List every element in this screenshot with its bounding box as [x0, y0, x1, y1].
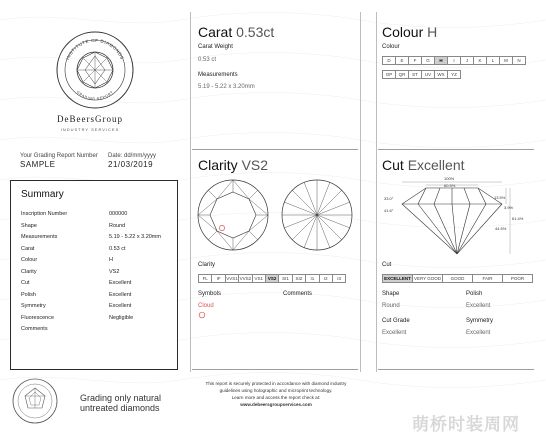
summary-row-label: Colour — [21, 257, 38, 263]
scale-cell: M — [499, 56, 513, 65]
summary-row-label: Symmetry — [21, 303, 46, 309]
cut-heading — [382, 157, 465, 173]
seal-top-text: INSTITUTE OF DIAMONDS — [65, 37, 125, 61]
summary-row-label: Inscription Number — [21, 211, 68, 217]
scale-cell: D — [382, 56, 396, 65]
symbol-value: Cloud — [198, 303, 214, 309]
scale-cell: K — [473, 56, 487, 65]
footer-line1: This report is securely protected in accordance with diamond industry — [205, 381, 347, 386]
report-number — [20, 153, 98, 169]
clarity-scale — [198, 274, 345, 283]
tagline-line2: untreated diamonds — [80, 403, 160, 413]
summary-row-label: Clarity — [21, 268, 37, 275]
carat-weight-label: Carat Weight — [198, 44, 233, 50]
proportion-pavilion-angle: 41.6° — [384, 208, 394, 213]
summary-row-label: Comments — [21, 326, 48, 332]
symmetry-value: Excellent — [466, 330, 491, 336]
scale-cell: G — [421, 56, 435, 65]
summary-row-label: Shape — [21, 222, 37, 229]
summary-row-label: Carat — [21, 245, 35, 252]
scale-cell: FL — [198, 274, 212, 283]
cut-grade-label: Cut Grade — [382, 318, 410, 324]
scale-cell: I3 — [332, 274, 346, 283]
scale-cell: F — [408, 56, 422, 65]
report-number-value: SAMPLE — [20, 160, 56, 169]
proportion-girdle: 3.9% — [504, 205, 514, 210]
svg-text:GRADING REPORT — [76, 90, 115, 101]
inclusion-marker — [219, 225, 224, 230]
section-divider — [378, 369, 534, 370]
colour-scale-row1 — [382, 56, 525, 65]
seal-bottom-text: GRADING REPORT — [75, 89, 115, 102]
grading-tagline — [80, 393, 161, 413]
cut-heading-value: Excellent — [407, 157, 465, 173]
summary-box — [10, 180, 178, 370]
shape-label: Shape — [382, 291, 400, 297]
watermark-text: 萌桥时装周网 — [412, 415, 520, 434]
summary-row-label: Fluorescence — [21, 314, 55, 321]
institute-seal-logo — [55, 30, 135, 110]
proportion-table: 60.5% — [444, 183, 456, 188]
scale-cell: POOR — [502, 274, 533, 283]
summary-row-value: Excellent — [109, 291, 132, 298]
brand-subtitle: INDUSTRY SERVICES — [60, 127, 120, 132]
measurements-value: 5.19 - 5.22 x 3.20mm — [198, 84, 255, 90]
colour-scale-row2 — [382, 70, 460, 79]
colour-heading-value: H — [427, 24, 438, 40]
column-divider — [360, 12, 361, 372]
cloud-symbol-icon — [198, 311, 206, 319]
colour-heading — [382, 24, 437, 40]
summary-row-value: Excellent — [109, 280, 132, 286]
report-date — [108, 153, 156, 169]
summary-row-value: Negligible — [109, 314, 134, 321]
scale-cell: GOOD — [442, 274, 473, 283]
symmetry-label: Symmetry — [466, 318, 493, 324]
column-divider — [190, 12, 191, 372]
column-divider — [376, 12, 377, 372]
scale-cell: VERY GOOD — [413, 276, 442, 281]
scale-cell: J — [460, 56, 474, 65]
scale-cell: SI2 — [292, 274, 306, 283]
clarity-plot-crown — [196, 178, 270, 252]
scale-cell: WX — [434, 70, 448, 79]
polish-label: Polish — [466, 291, 483, 297]
symbols-label: Symbols — [198, 291, 222, 297]
proportion-total-width: 100% — [444, 176, 455, 181]
report-date-value: 21/03/2019 — [108, 160, 154, 169]
colour-title: Colour — [382, 24, 424, 40]
footer-url-link[interactable]: www.debeersgroupservices.com — [240, 402, 312, 407]
scale-cell: IF — [211, 274, 225, 283]
shape-value: Round — [382, 303, 400, 309]
summary-row-value: H — [109, 257, 113, 263]
summary-row-label: Measurements — [21, 234, 58, 240]
summary-row-value: 0.53 ct — [109, 245, 126, 252]
clarity-label: Clarity — [198, 262, 216, 268]
summary-row-value: Excellent — [109, 303, 132, 309]
clarity-heading-value: VS2 — [241, 157, 269, 173]
scale-cell: ST — [408, 70, 422, 79]
scale-cell: I2 — [319, 274, 333, 283]
scale-cell: EXCELLENT — [382, 274, 413, 283]
scale-cell: YZ — [447, 70, 461, 79]
cut-label: Cut — [382, 262, 392, 268]
scale-cell: L — [486, 56, 500, 65]
cut-scale — [382, 274, 532, 283]
comments-label: Comments — [283, 291, 313, 297]
carat-weight-value: 0.53 ct — [198, 57, 217, 63]
report-number-label: Your Grading Report Number — [20, 153, 98, 159]
summary-row-value: VS2 — [109, 268, 120, 275]
scale-cell: VS2 — [265, 274, 279, 283]
clarity-plot-pavilion — [280, 178, 354, 252]
scale-cell: UV — [421, 70, 435, 79]
proportion-crown-angle: 33.0° — [384, 196, 394, 201]
measurements-label: Measurements — [198, 72, 238, 78]
summary-title: Summary — [21, 189, 64, 200]
proportion-depth: 61.4% — [512, 216, 524, 221]
proportion-pavilion-depth: 44.5% — [495, 226, 507, 231]
footer-line3: Learn more and access the report check at: — [231, 395, 321, 400]
scale-cell: E — [395, 56, 409, 65]
summary-row-label: Polish — [21, 291, 36, 298]
section-divider — [378, 149, 534, 150]
proportion-crown-height: 13.5% — [494, 195, 506, 200]
grading-seal-icon — [12, 378, 58, 424]
polish-value: Excellent — [466, 303, 491, 309]
cut-proportions-diagram — [382, 176, 532, 260]
section-divider — [192, 369, 358, 370]
scale-cell: I1 — [305, 274, 319, 283]
summary-row-value: Round — [109, 222, 126, 229]
report-date-label: Date: dd/mm/yyyy — [108, 153, 157, 159]
tagline-line1: Grading only natural — [80, 393, 162, 403]
scale-cell: VVS2 — [239, 276, 252, 281]
carat-heading-value: 0.53ct — [236, 24, 275, 40]
brand-name: DeBeersGroup — [57, 114, 123, 124]
section-divider — [192, 149, 358, 150]
scale-cell: VS1 — [252, 274, 266, 283]
clarity-title: Clarity — [198, 157, 238, 173]
cut-title: Cut — [382, 157, 404, 173]
summary-row-label: Cut — [21, 280, 30, 286]
scale-cell: QR — [395, 70, 409, 79]
scale-cell: OP — [382, 70, 396, 79]
footer-line2: guidelines using holographic and microprint technology. — [219, 388, 333, 393]
scale-cell: H — [434, 56, 448, 65]
scale-cell: FAIR — [472, 274, 503, 283]
scale-cell: I — [447, 56, 461, 65]
summary-row-value: 000000 — [109, 211, 128, 217]
scale-cell: SI1 — [278, 274, 292, 283]
scale-cell: N — [512, 56, 526, 65]
colour-label: Colour — [382, 44, 400, 50]
summary-row-value: 5.19 - 5.22 x 3.20mm — [109, 234, 161, 240]
clarity-heading — [198, 157, 268, 173]
footer-note — [190, 380, 362, 408]
carat-heading — [198, 24, 274, 40]
cut-grade-value: Excellent — [382, 330, 407, 336]
scale-cell: VVS1 — [226, 276, 238, 281]
carat-title: Carat — [198, 24, 233, 40]
